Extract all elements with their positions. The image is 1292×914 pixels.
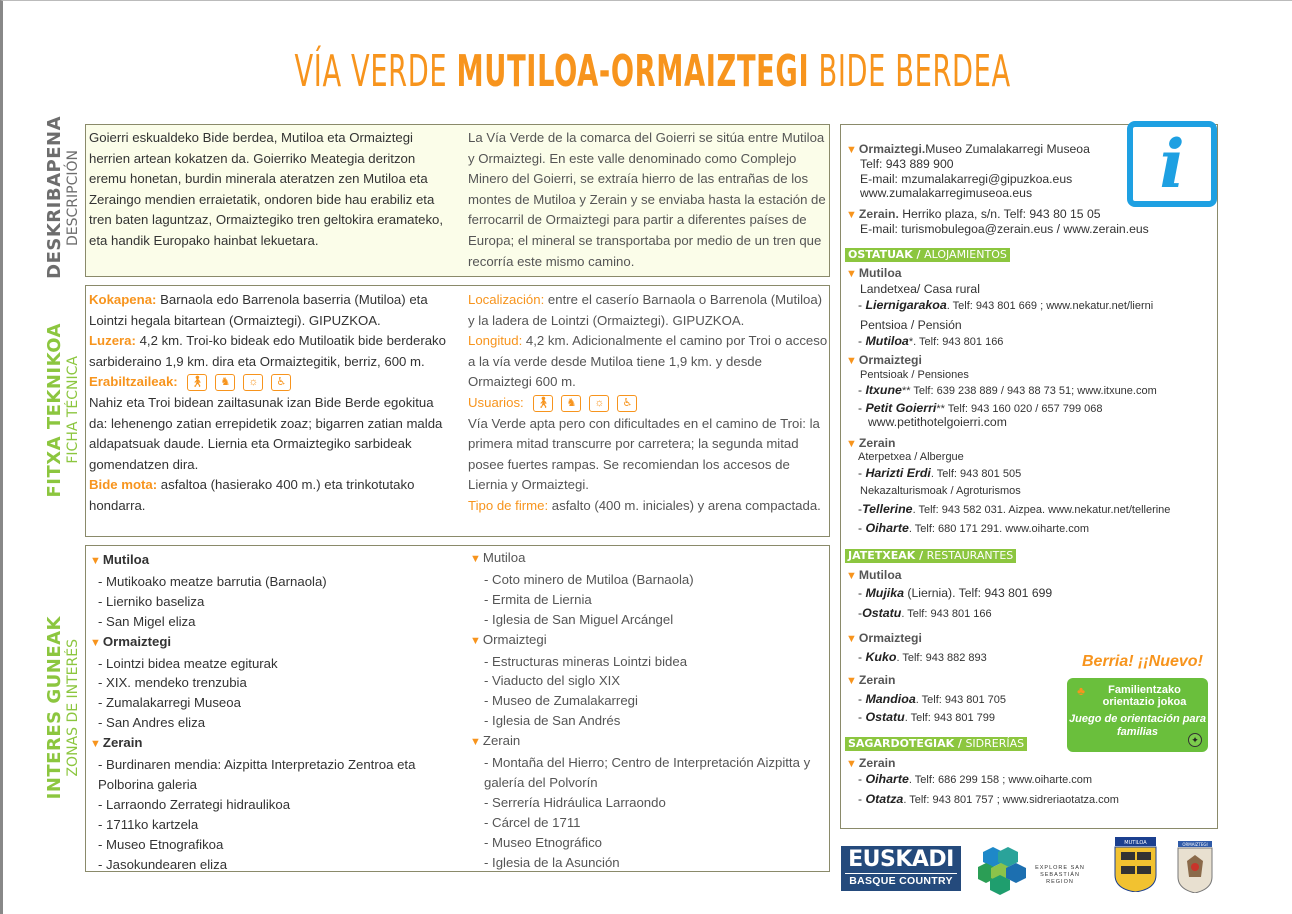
list-item: - Viaducto del siglo XIX — [484, 673, 621, 689]
list-item: - Zumalakarregi Museoa — [98, 695, 241, 711]
family-game-box: ♣ Familientzako orientazio jokoa Juego de orientación para familias ✦ — [1067, 678, 1208, 752]
ost-mutiloa: ▼ Mutiloa — [846, 266, 902, 280]
wheelchair-icon: ♿︎ — [271, 374, 291, 391]
user-icons — [187, 374, 291, 391]
info-ormaiztegi-tel: Telf: 943 889 900 — [860, 157, 954, 171]
section-header-sagardotegiak: SAGARDOTEGIAK / SIDRERÍAS — [845, 737, 1027, 751]
jat-ostatu-mutiloa: -Ostatu. Telf: 943 801 166 — [858, 606, 992, 620]
ost-itxune: - Itxune** Telf: 639 238 889 / 943 88 73 51; www.itxune.com — [858, 383, 1157, 397]
bicycle-icon: ☼ — [243, 374, 263, 391]
place-mutiloa: ▼ Mutiloa — [90, 552, 150, 567]
compass-icon: ✦ — [1188, 733, 1202, 747]
ost-ormaiztegi: ▼ Ormaiztegi — [846, 353, 922, 367]
list-item: - Ermita de Liernia — [484, 591, 592, 607]
description-es: La Vía Verde de la comarca del Goierri se sitúa entre Mutiloa y Ormaiztegi. En este valle denominado como Complejo Minero del Goierri, se extraía hierro de las entrañas de los montes de Mutiloa y Zerain y se enviaba hasta la estación de ferrocarril de Ormaiztegi para partir a diferentes países de Europa; el mineral se transportaba por medio de un tren que recorría este mismo camino. — [468, 130, 826, 269]
pin-icon: ▼ — [470, 736, 481, 749]
section-header-ostatuak: OSTATUAK / ALOJAMIENTOS — [845, 248, 1010, 262]
sag-zerain: ▼ Zerain — [846, 756, 896, 770]
pin-icon: ▼ — [90, 636, 101, 649]
sag-otatza: - Otatza. Telf: 943 801 757 ; www.sidreriaotatza.com — [858, 792, 1119, 806]
ost-pentsioa-type: Pentsioa / Pensión — [860, 318, 962, 332]
place-mutiloa: ▼ Mutiloa — [470, 550, 526, 565]
interest-es — [470, 548, 830, 873]
interest-eu — [90, 550, 460, 875]
list-item: - Iglesia de San Andrés — [484, 713, 621, 729]
list-item: - Larraondo Zerrategi hidraulikoa — [98, 796, 291, 812]
jat-mandioa: - Mandioa. Telf: 943 801 705 — [858, 692, 1007, 706]
list-item: - 1711ko kartzela — [98, 816, 199, 832]
list-item: - Museo Etnografikoa — [98, 836, 224, 852]
pin-icon: ▼ — [470, 634, 481, 647]
jat-ormaiztegi: ▼ Ormaiztegi — [846, 631, 922, 645]
ost-mutiloa-pension: - Mutiloa*. Telf: 943 801 166 — [858, 334, 1004, 348]
svg-text:ORMAIZTEGI: ORMAIZTEGI — [1182, 842, 1208, 847]
list-item: - Iglesia de la Asunción — [484, 854, 620, 870]
list-item: - XIX. mendeko trenzubia — [98, 675, 247, 691]
explore-san-sebastian-logo: EXPLORE SAN SEBASTIÁN REGION — [978, 843, 1088, 895]
pin-icon: ▼ — [90, 738, 101, 751]
pin-icon: ▼ — [470, 553, 481, 565]
ficha-eu: Kokapena: Barnaola edo Barrenola baserria (Mutiloa) eta Lointzi hegala bitartean (Ormaiztegi). GIPUZKOA. Luzera: 4,2 km. Troi-ko bideak edo Mutiloatik bide berderako sarbideraino 1,9 km. dira eta Ormaiztegitik, berriz, 600 m. Erabiltzaileak: 🚶︎ ♞ ☼ ♿︎ Nahiz eta Troi bidean zailtasunak izan Bide Berde egokitua da: lehenengo zatian errepidetik zoaz; bigarren zatian malda aldapatsuak daude. Liernia eta Ormaiztegiko sarbideak gomendatzen dira. Bide mota: asfaltoa (hasierako 400 m.) eta trinkotutako hondarra. — [89, 292, 446, 513]
list-item: - Burdinaren mendia: Aizpitta Interpretazio Zentroa eta Polborina galeria — [98, 757, 416, 792]
description-eu: Goierri eskualdeko Bide berdea, Mutiloa eta Ormaiztegi herrien artean kokatzen da. Goierriko Meategia deritzon eremu honetan, burdin minerala ateratzen zen Mutiloa eta Zeraingo mendien erraietatik, ondoren bide hau erabiliz eta tren baten laguntzaz, Ormaiztegiko tren geltokira eramateko, eta handik Europako hainbat lekuetara. — [89, 130, 444, 248]
ost-liernigarakoa: - Liernigarakoa. Telf: 943 801 669 ; www.nekatur.net/lierni — [858, 298, 1154, 312]
list-item: - Cárcel de 1711 — [484, 814, 581, 830]
walker-icon: 🚶︎ — [187, 374, 207, 391]
wheelchair-icon: ♿︎ — [617, 395, 637, 412]
info-icon: i — [1127, 121, 1217, 207]
bicycle-icon: ☼ — [589, 395, 609, 412]
list-item: - Museo Etnográfico — [484, 834, 603, 850]
list-item: - Mutikoako meatze barrutia (Barnaola) — [98, 573, 327, 589]
ost-petit-goierri: - Petit Goierri** Telf: 943 160 020 / 657 799 068 — [858, 401, 1103, 415]
jat-zerain: ▼ Zerain — [846, 673, 896, 687]
list-item: - Museo de Zumalakarregi — [484, 693, 638, 709]
info-ormaiztegi-web: www.zumalakarregimuseoa.eus — [860, 186, 1033, 200]
euskadi-logo: EUSKADI BASQUE COUNTRY — [841, 846, 961, 891]
info-zerain: ▼ Zerain. Herriko plaza, s/n. Telf: 943 80 15 05 — [846, 207, 1101, 221]
ost-oiharte: - Oiharte. Telf: 680 171 291. www.oiharte.com — [858, 521, 1090, 535]
place-ormaiztegi: ▼ Ormaiztegi — [90, 633, 172, 649]
place-ormaiztegi: ▼ Ormaiztegi — [470, 631, 547, 647]
list-item: - San Migel eliza — [98, 613, 196, 629]
list-item: - Lierniko baseliza — [98, 593, 205, 609]
section-label-interest: INTERES GUNEAK ZONAS DE INTERÉS — [43, 615, 81, 800]
walker-icon: 🚶︎ — [533, 395, 553, 412]
place-zerain: ▼ Zerain — [90, 735, 143, 751]
pin-icon: ▼ — [90, 555, 101, 567]
ost-harizti: - Harizti Erdi. Telf: 943 801 505 — [858, 466, 1022, 480]
page-title — [88, 40, 1218, 102]
section-label-ficha: FITXA TEKNIKOA FICHA TÉCNICA — [43, 322, 81, 498]
place-zerain: ▼ Zerain — [470, 733, 521, 749]
section-header-jatetxeak: JATETXEAK / RESTAURANTES — [845, 549, 1016, 563]
list-item: - Lointzi bidea meatze egiturak — [98, 655, 278, 671]
svg-text:MUTILOA: MUTILOA — [1124, 840, 1147, 846]
jat-mutiloa: ▼ Mutiloa — [846, 568, 902, 582]
tree-icon: ♣ — [1077, 684, 1085, 698]
jat-kuko: - Kuko. Telf: 943 882 893 — [858, 650, 987, 664]
jat-mujika: - Mujika (Liernia). Telf: 943 801 699 — [858, 586, 1053, 600]
ost-petit-web: www.petithotelgoierri.com — [868, 415, 1007, 429]
ost-mutiloa-type: Landetxea/ Casa rural — [860, 282, 980, 296]
section-label-description: DESKRIBAPENA DESCRIPCIÓN — [43, 116, 81, 279]
ost-tellerine: -Tellerine. Telf: 943 582 031. Aizpea. www.nekatur.net/tellerine — [858, 502, 1171, 516]
jat-ostatu-zerain: - Ostatu. Telf: 943 801 799 — [858, 710, 996, 724]
list-item: - San Andres eliza — [98, 715, 206, 731]
user-icons-es — [533, 395, 637, 412]
new-badge: Berria! ¡¡Nuevo! — [1082, 653, 1203, 670]
list-item: - Jasokundearen eliza — [98, 856, 228, 872]
list-item: - Iglesia de San Miguel Arcángel — [484, 611, 674, 627]
list-item: - Estructuras mineras Lointzi bidea — [484, 653, 688, 669]
mutiloa-shield — [1113, 837, 1158, 892]
horse-icon: ♞ — [561, 395, 581, 412]
ost-nekazal-type: Nekazalturismoak / Agroturismos — [860, 485, 1021, 497]
ost-ormaiztegi-type: Pentsioak / Pensiones — [860, 369, 969, 381]
info-zerain-mail: E-mail: turismobulegoa@zerain.eus / www.zerain.eus — [860, 222, 1149, 236]
sag-oiharte: - Oiharte. Telf: 686 299 158 ; www.oiharte.com — [858, 772, 1093, 786]
title-text: VÍA VERDE MUTILOA-ORMAIZTEGI BIDE BERDEA — [294, 45, 1012, 97]
list-item: - Coto minero de Mutiloa (Barnaola) — [484, 571, 694, 587]
info-ormaiztegi: ▼ Ormaiztegi.Museo Zumalakarregi Museoa — [846, 142, 1090, 156]
list-item: - Montaña del Hierro; Centro de Interpretación Aizpitta y galería del Polvorín — [484, 755, 811, 790]
ost-zerain-type: Aterpetxea / Albergue — [858, 451, 964, 463]
ficha-es: Localización: entre el caserío Barnaola o Barrenola (Mutiloa) y la ladera de Lointzi (Ormaiztegi). GIPUZKOA. Longitud: 4,2 km. Adicionalmente el camino por Troi o acceso a la vía verde desde Mutiloa tiene 1,9 km. y desde Ormaiztegi 600 m. Usuarios: 🚶︎ ♞ ☼ ♿︎ Vía Verde apta pero con dificultades en el camino de Troi: la primera mitad transcurre por carretera; la segunda mitad posee fuertes rampas. Se recomiendan los accesos de Liernia y Ormaiztegi. Tipo de firme: asfalto (400 m. iniciales) y arena compactada. — [468, 292, 828, 513]
horse-icon: ♞ — [215, 374, 235, 391]
info-ormaiztegi-mail: E-mail: mzumalakarregi@gipuzkoa.eus — [860, 172, 1073, 186]
list-item: - Serrería Hidráulica Larraondo — [484, 794, 666, 810]
ost-zerain: ▼ Zerain — [846, 436, 896, 450]
ormaiztegi-shield — [1175, 841, 1215, 893]
